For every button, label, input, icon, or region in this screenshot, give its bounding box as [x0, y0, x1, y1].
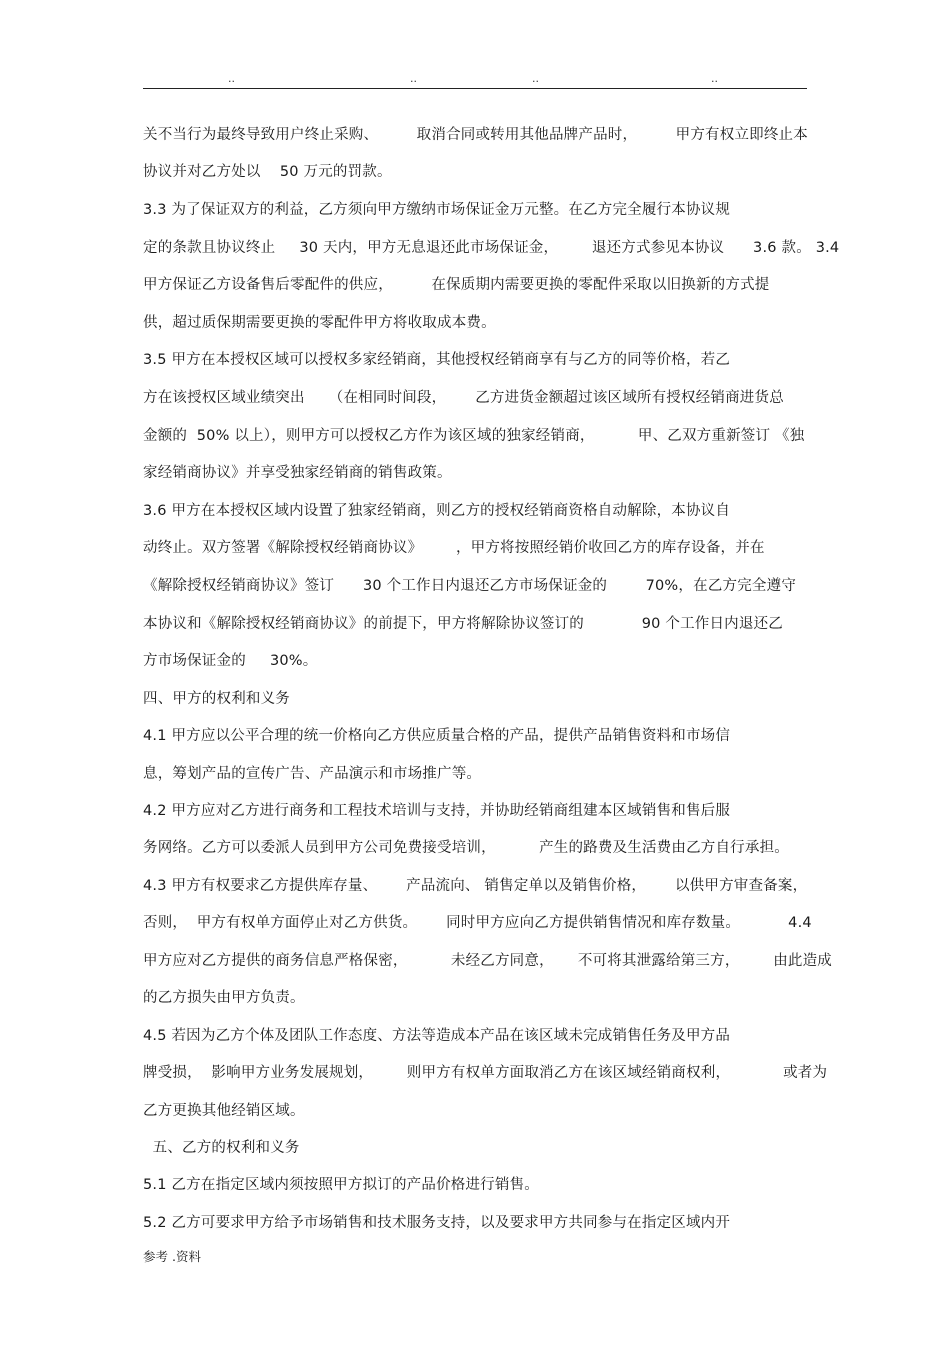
text-line: 3.5 甲方在本授权区域可以授权多家经销商，其他授权经销商享有与乙方的同等价格，若乙: [143, 352, 731, 368]
text-line: 否则， 甲方有权单方面停止对乙方供货。 同时甲方应向乙方提供销售情况和库存数量。 4.4: [143, 915, 812, 931]
text-line: 5.1 乙方在指定区域内须按照甲方拟订的产品价格进行销售。: [143, 1177, 539, 1193]
text-line: 息，筹划产品的宣传广告、产品演示和市场推广等。: [143, 766, 482, 782]
section-heading: 五、乙方的权利和义务: [143, 1140, 300, 1156]
text-line: 的乙方损失由甲方负责。: [143, 990, 305, 1006]
header-dots-3: ..: [532, 72, 539, 85]
text-line: 4.2 甲方应对乙方进行商务和工程技术培训与支持，并协助经销商组建本区域销售和售后服: [143, 803, 731, 819]
text-line: 定的条款且协议终止 30 天内，甲方无息退还此市场保证金， 退还方式参见本协议 3.6 款。 3.4: [143, 240, 840, 256]
text-line: 4.5 若因为乙方个体及团队工作态度、方法等造成本产品在该区域未完成销售任务及甲方品: [143, 1028, 731, 1044]
text-line: 甲方应对乙方提供的商务信息严格保密， 未经乙方同意， 不可将其泄露给第三方， 由此造成: [143, 953, 832, 969]
text-line: 供，超过质保期需要更换的零配件甲方将收取成本费。: [143, 315, 496, 331]
text-line: 方市场保证金的 30%。: [143, 653, 318, 669]
text-line: 乙方更换其他经销区域。: [143, 1103, 305, 1119]
text-line: 3.6 甲方在本授权区域内设置了独家经销商，则乙方的授权经销商资格自动解除，本协议自: [143, 503, 731, 519]
page-header: [0, 73, 950, 87]
text-line: 本协议和《解除授权经销商协议》的前提下，甲方将解除协议签订的 90 个工作日内退还乙: [143, 616, 783, 632]
text-line: 5.2 乙方可要求甲方给予市场销售和技术服务支持，以及要求甲方共同参与在指定区域内开: [143, 1215, 731, 1231]
text-line: 3.3 为了保证双方的利益，乙方须向甲方缴纳市场保证金万元整。在乙方完全履行本协议规: [143, 202, 731, 218]
text-line: 甲方保证乙方设备售后零配件的供应， 在保质期内需要更换的零配件采取以旧换新的方式提: [143, 277, 770, 293]
text-line: 方在该授权区域业绩突出 （在相同时间段， 乙方进货金额超过该区域所有授权经销商进货总: [143, 390, 784, 406]
text-line: 家经销商协议》并享受独家经销商的销售政策。: [143, 465, 452, 481]
text-line: 4.3 甲方有权要求乙方提供库存量、 产品流向、 销售定单以及销售价格， 以供甲方审查备案，: [143, 878, 808, 894]
text-line: 协议并对乙方处以 50 万元的罚款。: [143, 164, 392, 180]
text-line: 务网络。乙方可以委派人员到甲方公司免费接受培训， 产生的路费及生活费由乙方自行承担。: [143, 840, 789, 856]
text-line: 动终止。双方签署《解除授权经销商协议》 ，甲方将按照经销价收回乙方的库存设备，并在: [143, 540, 765, 556]
page-footer: 参考 .资料: [143, 1249, 201, 1264]
text-line: 关不当行为最终导致用户终止采购、 取消合同或转用其他品牌产品时， 甲方有权立即终止本: [143, 127, 808, 143]
text-line: 4.1 甲方应以公平合理的统一价格向乙方供应质量合格的产品，提供产品销售资料和市场信: [143, 728, 731, 744]
text-line: 牌受损， 影响甲方业务发展规划， 则甲方有权单方面取消乙方在该区域经销商权利， 或者为: [143, 1065, 828, 1081]
text-line: 金额的 50% 以上），则甲方可以授权乙方作为该区域的独家经销商， 甲、乙双方重新签订 《独: [143, 428, 805, 444]
text-line: 《解除授权经销商协议》签订 30 个工作日内退还乙方市场保证金的 70%，在乙方完全遵守: [143, 578, 797, 594]
header-dots-1: ..: [228, 72, 235, 85]
header-dots-4: ..: [711, 72, 718, 85]
header-divider: [143, 88, 807, 89]
header-dots-2: ..: [410, 72, 417, 85]
section-heading: 四、甲方的权利和义务: [143, 691, 290, 707]
